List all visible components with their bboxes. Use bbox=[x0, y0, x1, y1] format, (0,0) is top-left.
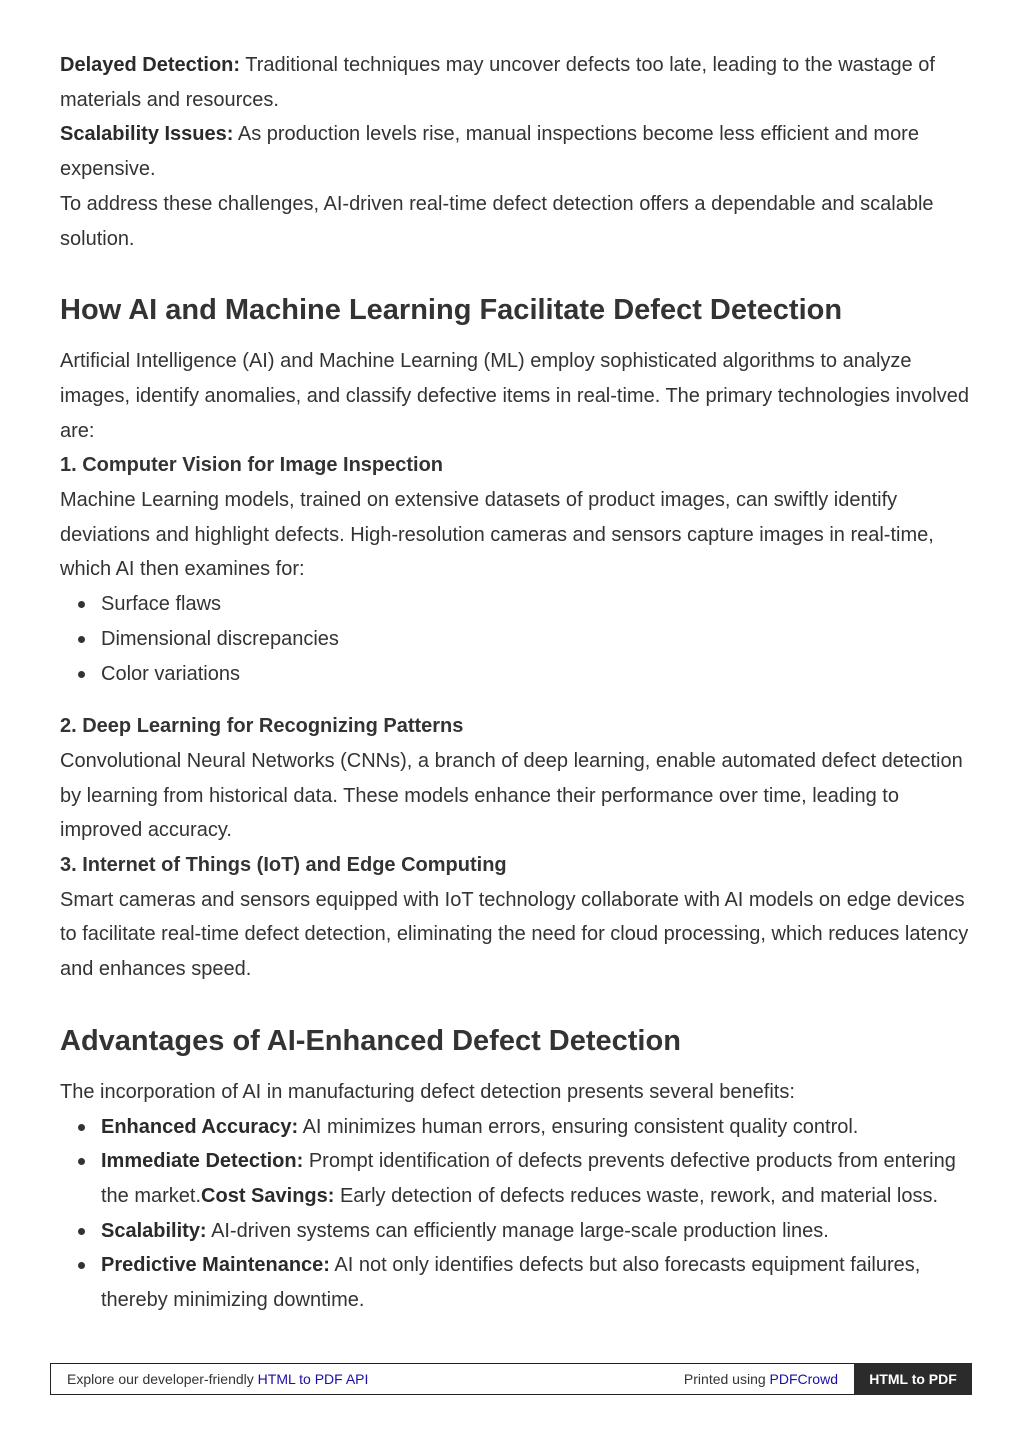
scalability-issues-label: Scalability Issues: bbox=[60, 123, 234, 146]
advantage-label: Cost Savings: bbox=[201, 1184, 335, 1207]
inspection-list bbox=[60, 587, 970, 691]
advantage-text: AI not only identifies defects but also forecasts equipment failures, thereby minimizing downtime. bbox=[101, 1254, 921, 1312]
advantage-text: Early detection of defects reduces waste, rework, and material loss. bbox=[334, 1184, 939, 1207]
advantage-label: Scalability: bbox=[101, 1219, 207, 1242]
computer-vision-text: Machine Learning models, trained on extensive datasets of product images, can swiftly identify deviations and highlight defects. High-resolution cameras and sensors capture images in real-time, which AI then examines for: bbox=[60, 489, 934, 581]
advantages-intro: The incorporation of AI in manufacturing defect detection presents several benefits: bbox=[60, 1080, 795, 1103]
list-item bbox=[60, 1144, 970, 1213]
footer-explore-text: Explore our developer-friendly bbox=[67, 1371, 258, 1387]
iot-text: Smart cameras and sensors equipped with IoT technology collaborate with AI models on edge devices to facilitate real-time defect detection, eliminating the need for cloud processing, which reduces latency and enhances speed. bbox=[60, 888, 969, 981]
advantages-list bbox=[60, 1110, 970, 1318]
subheading-iot: 3. Internet of Things (IoT) and Edge Computing bbox=[60, 854, 507, 877]
list-item: Color variations bbox=[60, 657, 970, 692]
delayed-detection-text: Traditional techniques may uncover defects too late, leading to the wastage of materials and resources. bbox=[60, 54, 935, 111]
section-ml-intro: Artificial Intelligence (AI) and Machine Learning (ML) employ sophisticated algorithms to analyze images, identify anomalies, and classify defective items in real-time. The primary technologies involved are: bbox=[60, 350, 969, 442]
section-heading-advantages: Advantages of AI-Enhanced Defect Detection bbox=[60, 1024, 681, 1057]
address-paragraph: To address these challenges, AI-driven real-time defect detection offers a dependable and scalable solution. bbox=[60, 192, 934, 250]
delayed-detection-paragraph bbox=[60, 48, 970, 117]
advantage-label: Predictive Maintenance: bbox=[101, 1254, 330, 1277]
list-item bbox=[60, 1214, 970, 1249]
list-item: Dimensional discrepancies bbox=[60, 622, 970, 657]
list-item bbox=[60, 1110, 970, 1145]
advantage-label: Enhanced Accuracy: bbox=[101, 1115, 299, 1138]
document-body bbox=[60, 48, 970, 1318]
subheading-computer-vision: 1. Computer Vision for Image Inspection bbox=[60, 454, 444, 477]
footer-printed-text: Printed using bbox=[683, 1371, 770, 1387]
advantage-text: AI-driven systems can efficiently manage large-scale production lines. bbox=[206, 1219, 829, 1242]
advantage-label: Immediate Detection: bbox=[101, 1150, 304, 1173]
advantage-text: AI minimizes human errors, ensuring consistent quality control. bbox=[298, 1115, 859, 1138]
footer-explore bbox=[67, 1371, 368, 1387]
subheading-deep-learning: 2. Deep Learning for Recognizing Patterns bbox=[60, 715, 464, 738]
list-item: Surface flaws bbox=[60, 587, 970, 622]
pdfcrowd-link[interactable]: PDFCrowd bbox=[769, 1371, 838, 1387]
pdfcrowd-footer-banner bbox=[50, 1363, 972, 1395]
html-to-pdf-badge[interactable]: HTML to PDF bbox=[854, 1363, 972, 1395]
advantage-text: Prompt identification of defects prevents defective products from entering the market. bbox=[101, 1150, 956, 1207]
list-item bbox=[60, 1248, 970, 1317]
html-to-pdf-api-link[interactable]: HTML to PDF API bbox=[257, 1371, 369, 1387]
scalability-issues-paragraph bbox=[60, 117, 970, 186]
scalability-issues-text: As production levels rise, manual inspections become less efficient and more expensive. bbox=[60, 123, 919, 181]
section-heading-ml: How AI and Machine Learning Facilitate Defect Detection bbox=[60, 294, 843, 327]
deep-learning-text: Convolutional Neural Networks (CNNs), a branch of deep learning, enable automated defect detection by learning from historical data. These models enhance their performance over time, leading to improved accuracy. bbox=[60, 749, 963, 842]
footer-printed bbox=[684, 1371, 838, 1387]
delayed-detection-label: Delayed Detection: bbox=[60, 54, 241, 76]
